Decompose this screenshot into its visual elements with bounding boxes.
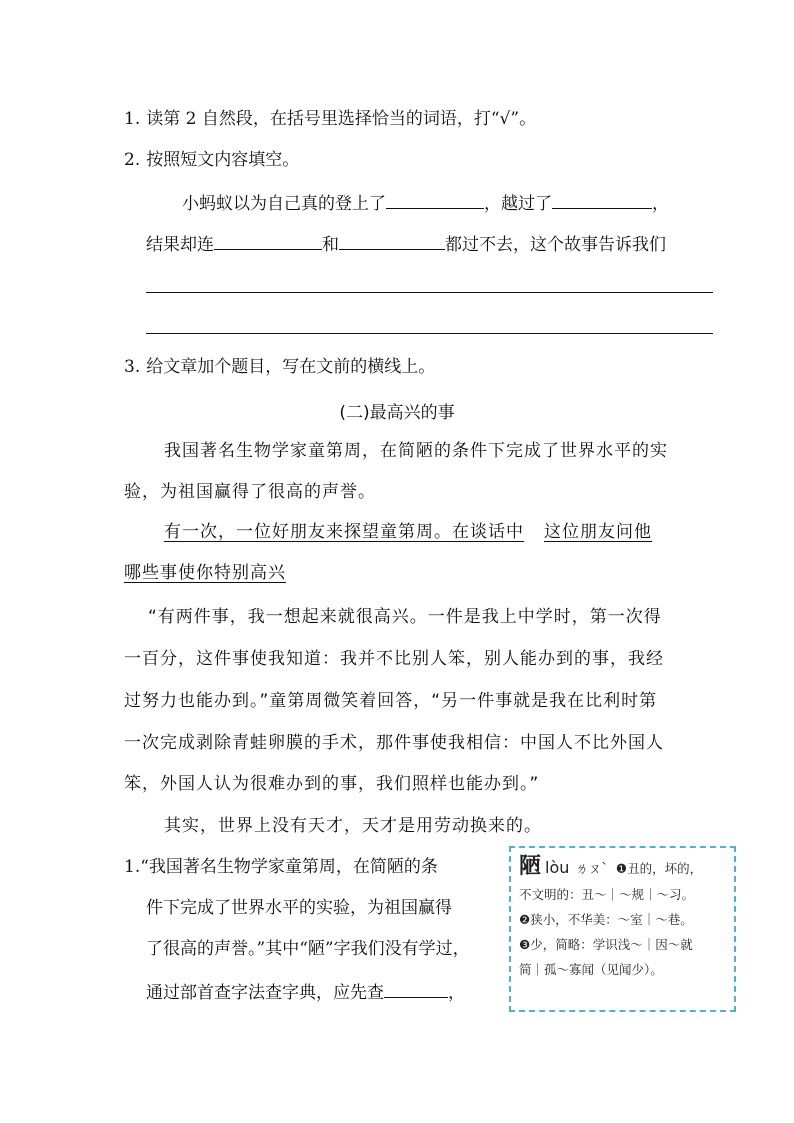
paragraph-line: 一百分，这件事使我知道：我并不比别人笨，别人能办到的事，我经 [124,649,664,669]
dictionary-definition: ❶丑的，坏的， [615,861,703,876]
dictionary-zhuyin: ㄌㄡˋ [575,862,608,877]
dictionary-pinyin: lòu [545,858,570,877]
question-text: 按照短文内容填空。 [146,150,300,170]
underlined-text: 哪些事使你特别高兴 [124,563,286,583]
question-text: “我国著名生物学家童第周，在简陋的条 [140,857,438,877]
paragraph-line [124,562,286,584]
paragraph-line: 验，为祖国赢得了很高的声誉。 [124,482,376,502]
question-text: 读第 2 自然段，在括号里选择恰当的词语，打“√”。 [146,109,537,129]
question-1-line: 了很高的声誉。”其中“陋”字我们没有学过， [146,939,470,959]
question-text: ， [448,983,465,1003]
answer-blank[interactable] [339,231,445,250]
underlined-text: 有一次，一位好朋友来探望童第周。在谈话中 [164,522,524,542]
answer-blank[interactable] [384,979,448,998]
paragraph-line [164,521,652,543]
question-3 [124,356,435,378]
question-1-line [146,979,465,1004]
paragraph-line: 笨，外国人认为很难办到的事，我们照样也能办到。” [124,774,540,794]
answer-blank[interactable] [386,190,484,209]
answer-line[interactable] [146,292,713,293]
question-text: 通过部首查字法查字典，应先查 [146,983,384,1003]
dictionary-entry-box [509,846,736,1012]
question-1-line [124,856,438,878]
fill-text: 小蚂蚁以为自己真的登上了 [182,194,386,214]
fill-text: ，越过了 [484,194,552,214]
answer-blank[interactable] [214,231,322,250]
question-number: 2. [124,150,141,170]
punctuation-gap[interactable] [524,521,544,543]
dictionary-definition: ❷狭小，不华美：～室｜～巷。 [519,912,693,927]
question-number: 1. [124,857,141,877]
answer-line[interactable] [146,333,713,334]
dictionary-definition: 不文明的：丑～｜～规｜～习。 [519,887,695,902]
dictionary-definition: ❸少，简略：学识浅～｜因～就 [519,937,693,952]
section-title: (二)最高兴的事 [339,403,455,423]
fill-line-2 [146,231,666,256]
question-1-line: 件下完成了世界水平的实验，为祖国赢得 [146,898,452,918]
question-number: 3. [124,357,141,377]
paragraph-line: 我国著名生物学家童第周，在简陋的条件下完成了世界水平的实 [164,441,668,461]
question-text: 给文章加个题目，写在文前的横线上。 [146,357,436,377]
question-2 [124,149,299,171]
question-number: 1. [124,109,141,129]
dictionary-header [519,854,728,882]
fill-text: 都过不去，这个故事告诉我们 [445,235,666,255]
underlined-text: 这位朋友问他 [544,522,652,542]
question-1 [124,108,536,130]
paragraph-line: 过努力也能办到。”童第周微笑着回答，“另一件事就是我在比利时第 [124,691,658,711]
answer-blank[interactable] [552,190,652,209]
paragraph-line: 一次完成剥除青蛙卵膜的手术，那件事使我相信：中国人不比外国人 [124,733,664,753]
fill-text: 结果却连 [146,235,214,255]
fill-line-1 [182,190,669,215]
dictionary-character: 陋 [519,854,542,879]
paragraph-line: 其实，世界上没有天才，天才是用劳动换来的。 [164,816,542,836]
fill-text: ， [652,194,669,214]
dictionary-definition: 简｜孤～寡闻（见闻少）。 [519,962,663,977]
paragraph-line: “有两件事，我一想起来就很高兴。一件是我上中学时，第一次得 [148,607,662,627]
fill-text: 和 [322,235,339,255]
